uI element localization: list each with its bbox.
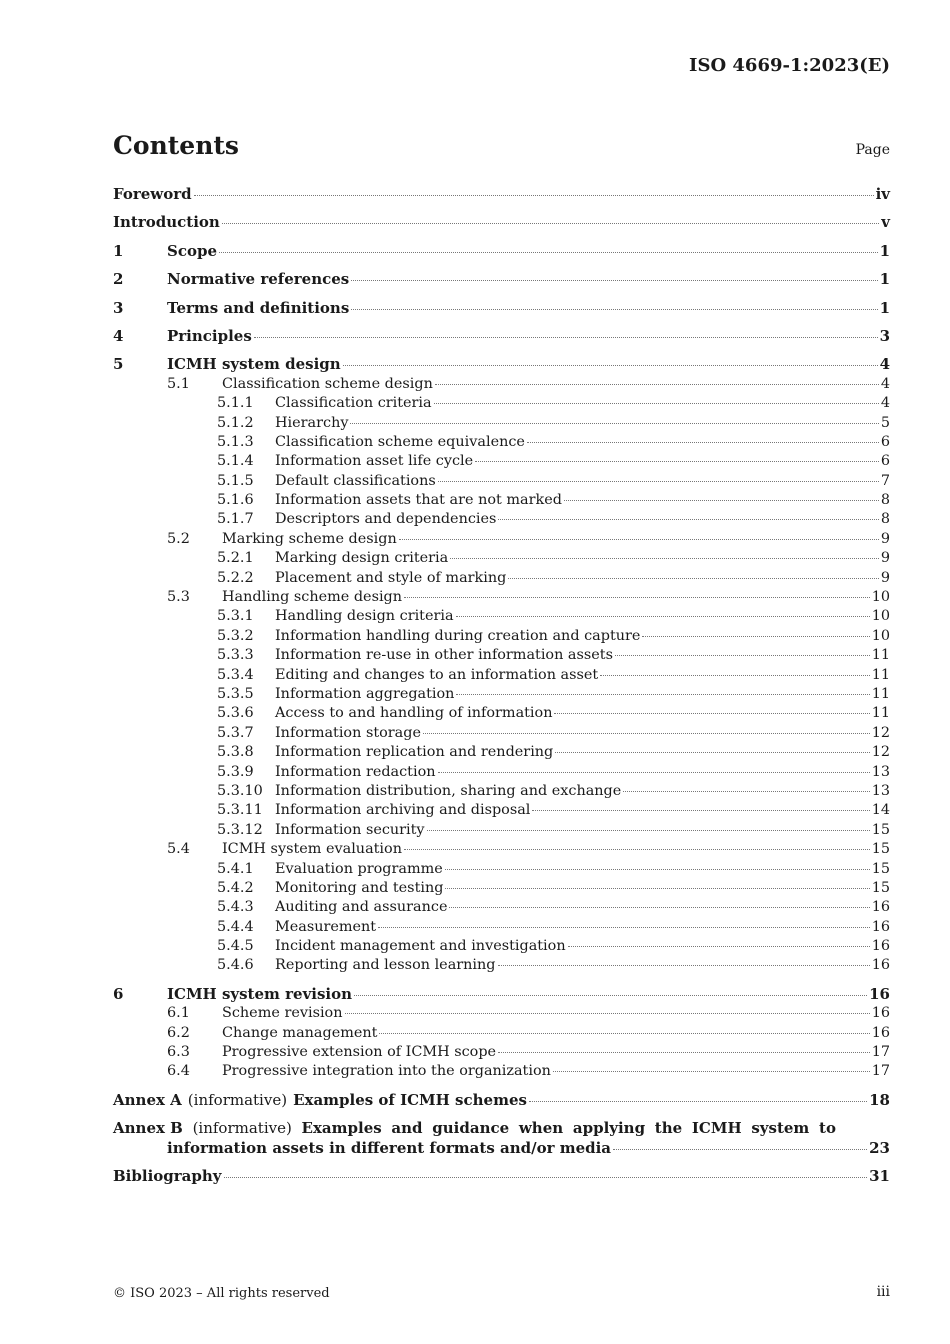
- annex-title-word[interactable]: applying: [572, 1119, 646, 1138]
- section-number: 5.3.11: [217, 802, 263, 819]
- page-ref: 18: [869, 1090, 890, 1109]
- section-number: 5.3.9: [217, 763, 254, 780]
- annex-b-line1: [113, 1119, 890, 1138]
- toc-entry-annex-a[interactable]: [113, 1091, 890, 1110]
- dot-leader: [219, 252, 878, 253]
- section-title[interactable]: Measurement: [275, 918, 377, 935]
- section-number: 5.4: [167, 841, 190, 858]
- section-number: 6.1: [167, 1005, 190, 1022]
- section-number: 4: [113, 326, 124, 345]
- dot-leader: [351, 309, 877, 310]
- dot-leader: [456, 616, 870, 617]
- section-number: 5.3.3: [217, 647, 254, 664]
- page-ref: 5: [880, 414, 890, 431]
- section-title[interactable]: Information security: [275, 821, 425, 838]
- toc-entry[interactable]: [113, 627, 890, 646]
- toc-entry[interactable]: [113, 704, 890, 723]
- section-title[interactable]: Default classifications: [275, 472, 436, 489]
- toc-entry[interactable]: [113, 860, 890, 879]
- annex-type: (informative): [187, 1090, 288, 1109]
- dot-leader: [404, 597, 870, 598]
- page-ref: 11: [871, 685, 890, 702]
- page-ref: 1: [879, 241, 890, 260]
- section-number: 5.3.6: [217, 705, 254, 722]
- section-number: 6.4: [167, 1063, 190, 1080]
- section-title[interactable]: Scope: [167, 241, 218, 260]
- dot-leader: [350, 423, 878, 424]
- section-number: 5.4.3: [217, 899, 254, 916]
- annex-title-word[interactable]: and: [391, 1119, 423, 1138]
- section-title[interactable]: Handling design criteria: [275, 608, 454, 625]
- section-number: 5.2.2: [217, 569, 254, 586]
- annex-title-word[interactable]: ICMH: [691, 1119, 742, 1138]
- section-title[interactable]: Information storage: [275, 724, 421, 741]
- dot-leader: [642, 636, 869, 637]
- dot-leader: [399, 539, 879, 540]
- page-ref: 13: [871, 763, 890, 780]
- section-number: 6: [113, 984, 124, 1003]
- page-ref: 31: [869, 1166, 890, 1185]
- page-ref: 16: [871, 918, 890, 935]
- dot-leader: [564, 500, 879, 501]
- section-title[interactable]: Introduction: [113, 213, 220, 232]
- toc-entry[interactable]: [113, 242, 890, 261]
- section-title[interactable]: Information archiving and disposal: [275, 802, 531, 819]
- section-title[interactable]: Terms and definitions: [167, 298, 350, 317]
- section-title[interactable]: Scheme revision: [222, 1005, 343, 1022]
- dot-leader: [450, 558, 879, 559]
- section-number: 3: [113, 298, 124, 317]
- page-ref: 13: [871, 782, 890, 799]
- section-number: 5.3.2: [217, 627, 254, 644]
- toc-entry[interactable]: [113, 588, 890, 607]
- page-ref: 15: [871, 821, 890, 838]
- page-ref: 11: [871, 647, 890, 664]
- section-number: 5.3.5: [217, 685, 254, 702]
- table-of-contents: [113, 185, 890, 1186]
- toc-entry[interactable]: [113, 375, 890, 394]
- section-title[interactable]: Marking design criteria: [275, 550, 449, 567]
- section-title[interactable]: Information aggregation: [275, 685, 455, 702]
- page-ref: 16: [871, 1005, 890, 1022]
- dot-leader: [553, 1071, 870, 1072]
- page-ref: 1: [879, 270, 890, 289]
- section-title[interactable]: Principles: [167, 326, 252, 345]
- toc-entry-bibliography[interactable]: [113, 1167, 890, 1186]
- toc-entry[interactable]: [113, 530, 890, 549]
- section-title[interactable]: Information asset life cycle: [275, 453, 474, 470]
- section-number: 2: [113, 270, 124, 289]
- page-ref: 8: [880, 492, 890, 509]
- section-title[interactable]: Handling scheme design: [222, 589, 403, 606]
- dot-leader: [379, 1033, 869, 1034]
- dot-leader: [423, 733, 870, 734]
- section-title[interactable]: Information handling during creation and capture: [275, 627, 641, 644]
- dot-leader: [456, 694, 869, 695]
- page-ref: 14: [871, 802, 890, 819]
- toc-entry[interactable]: [113, 270, 890, 289]
- dot-leader: [554, 713, 869, 714]
- section-number: 5.3.8: [217, 744, 254, 761]
- toc-entry-annex-b[interactable]: [113, 1119, 890, 1158]
- section-title[interactable]: ICMH system revision: [167, 984, 353, 1003]
- section-number: 5: [113, 355, 124, 374]
- section-number: 5.4.4: [217, 918, 254, 935]
- section-title[interactable]: Marking scheme design: [222, 530, 397, 547]
- toc-entry[interactable]: [113, 433, 890, 452]
- section-number: 5.2.1: [217, 550, 254, 567]
- dot-leader: [449, 907, 869, 908]
- dot-leader: [224, 1177, 868, 1178]
- page-ref: 10: [871, 589, 890, 606]
- page-ref: 9: [880, 550, 890, 567]
- page-ref: 17: [871, 1044, 890, 1061]
- page-ref: 12: [871, 724, 890, 741]
- toc-entry[interactable]: [113, 956, 890, 975]
- section-title[interactable]: Progressive extension of ICMH scope: [222, 1044, 497, 1061]
- section-number: 1: [113, 241, 124, 260]
- page-ref: v: [881, 213, 890, 232]
- page-ref: 3: [879, 326, 890, 345]
- dot-leader: [404, 849, 870, 850]
- page-ref: 15: [871, 879, 890, 896]
- toc-entry[interactable]: [113, 1062, 890, 1081]
- section-number: 5.3.12: [217, 821, 263, 838]
- section-title[interactable]: Progressive integration into the organization: [222, 1063, 551, 1080]
- page-column-label: Page: [855, 142, 890, 158]
- dot-leader: [222, 223, 879, 224]
- annex-b-line2: [113, 1139, 890, 1158]
- dot-leader: [438, 772, 870, 773]
- toc-entry[interactable]: [113, 1024, 890, 1043]
- toc-entry[interactable]: [113, 355, 890, 374]
- page-ref: 15: [871, 841, 890, 858]
- annex-title-word[interactable]: to: [819, 1119, 836, 1138]
- toc-entry[interactable]: [113, 510, 890, 529]
- section-number: 5.4.1: [217, 860, 254, 877]
- dot-leader: [351, 280, 877, 281]
- section-title[interactable]: Descriptors and dependencies: [275, 511, 497, 528]
- toc-entry[interactable]: [113, 646, 890, 665]
- section-number: 5.3.7: [217, 724, 254, 741]
- section-number: 5.3.1: [217, 608, 254, 625]
- dot-leader: [615, 655, 870, 656]
- toc-entry[interactable]: [113, 985, 890, 1004]
- toc-entry[interactable]: [113, 666, 890, 685]
- section-title[interactable]: Auditing and assurance: [275, 899, 448, 916]
- section-number: 5.4.6: [217, 957, 254, 974]
- dot-leader: [475, 461, 879, 462]
- copyright-notice: © ISO 2023 – All rights reserved: [113, 1286, 330, 1301]
- section-title[interactable]: Evaluation programme: [275, 860, 443, 877]
- section-title[interactable]: Information replication and rendering: [275, 744, 554, 761]
- toc-entry[interactable]: [113, 724, 890, 743]
- page-ref: 11: [871, 666, 890, 683]
- section-title[interactable]: ICMH system design: [167, 355, 341, 374]
- page-ref: 4: [880, 375, 890, 392]
- annex-title-word[interactable]: guidance: [432, 1119, 510, 1138]
- section-title[interactable]: Information redaction: [275, 763, 436, 780]
- page-ref: 9: [880, 530, 890, 547]
- page-ref: 23: [869, 1138, 890, 1157]
- section-number: 5.1.3: [217, 433, 254, 450]
- dot-leader: [434, 403, 879, 404]
- section-title[interactable]: Classification scheme equivalence: [275, 433, 525, 450]
- section-number: 6.3: [167, 1044, 190, 1061]
- dot-leader: [498, 519, 878, 520]
- toc-entry[interactable]: [113, 1004, 890, 1023]
- toc-entry[interactable]: [113, 569, 890, 588]
- section-number: 5.2: [167, 530, 190, 547]
- dot-leader: [354, 995, 867, 996]
- toc-entry[interactable]: [113, 801, 890, 820]
- dot-leader: [555, 752, 869, 753]
- dot-leader: [600, 675, 869, 676]
- annex-title-word[interactable]: when: [518, 1119, 564, 1138]
- section-number: 5.4.5: [217, 938, 254, 955]
- dot-leader: [527, 442, 879, 443]
- page-ref: 4: [880, 395, 890, 412]
- dot-leader: [532, 810, 869, 811]
- section-title[interactable]: Access to and handling of information: [275, 705, 553, 722]
- dot-leader: [445, 888, 869, 889]
- page-ref: 6: [880, 453, 890, 470]
- page-ref: 12: [871, 744, 890, 761]
- section-title[interactable]: Classification scheme design: [222, 375, 433, 392]
- toc-entry[interactable]: [113, 840, 890, 859]
- toc-entry[interactable]: [113, 1043, 890, 1062]
- page-ref: 17: [871, 1063, 890, 1080]
- page-ref: 6: [880, 433, 890, 450]
- section-title[interactable]: Hierarchy: [275, 414, 349, 431]
- toc-entry[interactable]: [113, 185, 890, 204]
- toc-entry[interactable]: [113, 685, 890, 704]
- section-title[interactable]: ICMH system evaluation: [222, 841, 402, 858]
- section-number: 5.1: [167, 375, 190, 392]
- toc-entry[interactable]: [113, 607, 890, 626]
- page-ref: iv: [875, 185, 890, 203]
- dot-leader: [508, 578, 879, 579]
- section-number: 5.1.6: [217, 492, 254, 509]
- toc-entry[interactable]: [113, 782, 890, 801]
- toc-entry[interactable]: [113, 743, 890, 762]
- section-title[interactable]: Reporting and lesson learning: [275, 957, 496, 974]
- section-title[interactable]: Information assets that are not marked: [275, 492, 562, 509]
- section-title[interactable]: Normative references: [167, 270, 350, 289]
- page-ref: 16: [871, 938, 890, 955]
- section-number: 5.1.4: [217, 453, 254, 470]
- section-number: 6.2: [167, 1024, 190, 1041]
- annex-title-word[interactable]: Examples: [301, 1119, 382, 1138]
- section-title[interactable]: Classification criteria: [275, 395, 432, 412]
- toc-entry[interactable]: [113, 452, 890, 471]
- dot-leader: [345, 1013, 870, 1014]
- page-title: Contents: [113, 131, 240, 160]
- annex-label: Annex A: [113, 1090, 182, 1109]
- section-title[interactable]: Editing and changes to an information asset: [275, 666, 599, 683]
- toc-entry[interactable]: [113, 394, 890, 413]
- page-ref: 16: [871, 1024, 890, 1041]
- toc-entry[interactable]: [113, 763, 890, 782]
- dot-leader: [568, 946, 870, 947]
- dot-leader: [435, 384, 879, 385]
- page-ref: 10: [871, 608, 890, 625]
- toc-entry[interactable]: [113, 821, 890, 840]
- annex-title-word[interactable]: the: [654, 1119, 683, 1138]
- section-title[interactable]: Information distribution, sharing and exchange: [275, 782, 622, 799]
- section-number: 5.1.5: [217, 472, 254, 489]
- annex-label: Annex B: [113, 1119, 183, 1138]
- page-ref: 11: [871, 705, 890, 722]
- page-ref: 16: [871, 899, 890, 916]
- page-number: iii: [876, 1284, 890, 1300]
- dot-leader: [343, 365, 878, 366]
- toc-entry[interactable]: [113, 472, 890, 491]
- toc-entry[interactable]: [113, 491, 890, 510]
- section-number: 5.1.1: [217, 395, 254, 412]
- section-number: 5.3: [167, 589, 190, 606]
- page-ref: 16: [869, 984, 890, 1003]
- page-ref: 4: [879, 355, 890, 374]
- section-title[interactable]: Bibliography: [113, 1166, 222, 1185]
- section-number: 5.4.2: [217, 879, 254, 896]
- page-ref: 7: [880, 472, 890, 489]
- annex-title-cont[interactable]: information assets in different formats and/or media: [167, 1138, 612, 1157]
- toc-entry[interactable]: [113, 879, 890, 898]
- dot-leader: [378, 927, 870, 928]
- dot-leader: [498, 965, 870, 966]
- toc-entry[interactable]: [113, 299, 890, 318]
- toc-entry[interactable]: [113, 549, 890, 568]
- toc-entry[interactable]: [113, 414, 890, 433]
- section-number: 5.1.2: [217, 414, 254, 431]
- section-number: 5.3.10: [217, 782, 263, 799]
- section-title[interactable]: Foreword: [113, 185, 192, 203]
- page-ref: 1: [879, 298, 890, 317]
- dot-leader: [498, 1052, 870, 1053]
- dot-leader: [194, 195, 874, 196]
- toc-entry[interactable]: [113, 213, 890, 232]
- page-ref: 10: [871, 627, 890, 644]
- toc-entry[interactable]: [113, 918, 890, 937]
- page-ref: 15: [871, 860, 890, 877]
- dot-leader: [254, 337, 878, 338]
- section-title[interactable]: Placement and style of marking: [275, 569, 507, 586]
- section-title[interactable]: Information re-use in other information assets: [275, 647, 613, 664]
- section-title[interactable]: Change management: [222, 1024, 378, 1041]
- toc-entry[interactable]: [113, 327, 890, 346]
- dot-leader: [427, 830, 870, 831]
- page-ref: 8: [880, 511, 890, 528]
- document-id: ISO 4669-1:2023(E): [689, 55, 890, 76]
- section-title[interactable]: Monitoring and testing: [275, 879, 444, 896]
- page-ref: 9: [880, 569, 890, 586]
- toc-entry[interactable]: [113, 937, 890, 956]
- dot-leader: [613, 1149, 867, 1150]
- annex-title-word[interactable]: system: [751, 1119, 810, 1138]
- dot-leader: [438, 481, 879, 482]
- dot-leader: [623, 791, 869, 792]
- dot-leader: [445, 869, 870, 870]
- page-ref: 16: [871, 957, 890, 974]
- toc-entry[interactable]: [113, 898, 890, 917]
- annex-type: (informative): [192, 1119, 292, 1138]
- section-number: 5.3.4: [217, 666, 254, 683]
- dot-leader: [529, 1101, 867, 1102]
- section-title[interactable]: Incident management and investigation: [275, 938, 566, 955]
- section-number: 5.1.7: [217, 511, 254, 528]
- annex-title[interactable]: Examples of ICMH schemes: [293, 1090, 527, 1109]
